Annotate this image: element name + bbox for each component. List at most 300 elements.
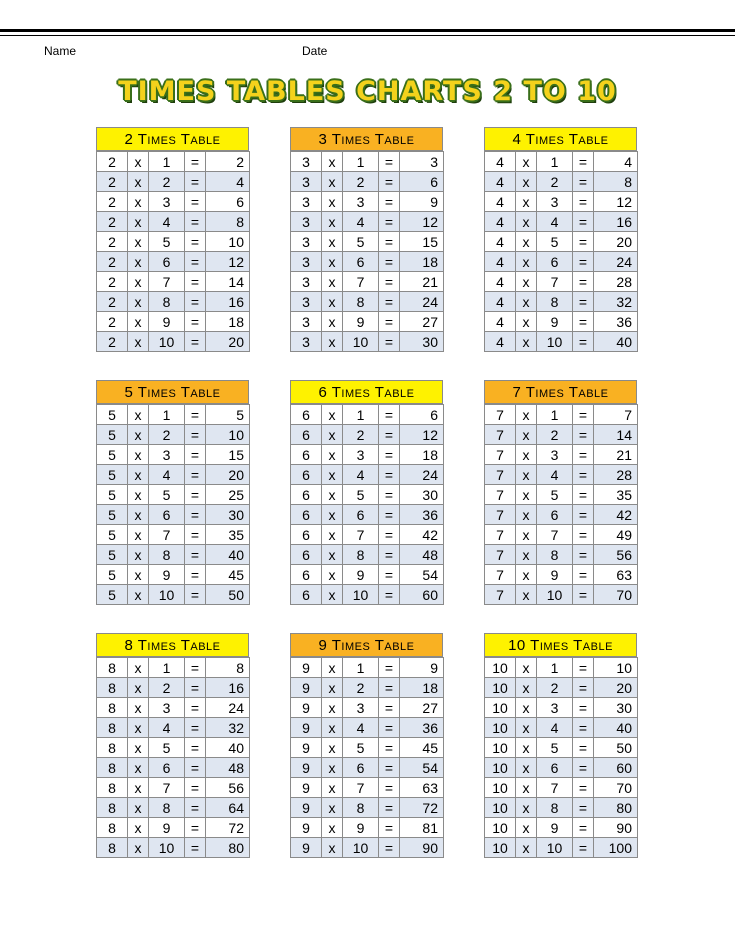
table-row: [97, 758, 250, 778]
product-cell: 80: [594, 798, 638, 818]
multiplicand-cell: 7: [485, 485, 516, 505]
product-cell: 45: [206, 565, 250, 585]
equals-sign-cell: =: [379, 758, 400, 778]
times-sign-cell: x: [516, 152, 537, 172]
multiplier-cell: 3: [149, 698, 185, 718]
table-row: [291, 292, 444, 312]
product-cell: 15: [400, 232, 444, 252]
multiplier-cell: 8: [343, 292, 379, 312]
multiplicand-cell: 2: [97, 232, 128, 252]
times-sign-cell: x: [322, 658, 343, 678]
times-sign-cell: x: [128, 332, 149, 352]
times-sign-cell: x: [322, 425, 343, 445]
equals-sign-cell: =: [379, 152, 400, 172]
equals-sign-cell: =: [573, 485, 594, 505]
equals-sign-cell: =: [573, 798, 594, 818]
times-sign-cell: x: [128, 312, 149, 332]
product-cell: 40: [594, 332, 638, 352]
multiplicand-cell: 7: [485, 565, 516, 585]
times-sign-cell: x: [322, 838, 343, 858]
multiplier-cell: 6: [149, 758, 185, 778]
product-cell: 63: [594, 565, 638, 585]
multiplicand-cell: 3: [291, 232, 322, 252]
multiplicand-cell: 9: [291, 838, 322, 858]
times-sign-cell: x: [516, 425, 537, 445]
times-table-10: [484, 633, 637, 858]
product-cell: 12: [400, 212, 444, 232]
equals-sign-cell: =: [185, 525, 206, 545]
product-cell: 20: [594, 678, 638, 698]
times-table-body: [290, 657, 444, 858]
times-sign-cell: x: [128, 252, 149, 272]
product-cell: 20: [206, 465, 250, 485]
multiplier-cell: 10: [149, 332, 185, 352]
times-sign-cell: x: [322, 738, 343, 758]
equals-sign-cell: =: [185, 445, 206, 465]
equals-sign-cell: =: [185, 272, 206, 292]
table-row: [485, 585, 638, 605]
table-row: [97, 212, 250, 232]
multiplicand-cell: 2: [97, 292, 128, 312]
multiplicand-cell: 8: [97, 818, 128, 838]
times-sign-cell: x: [128, 485, 149, 505]
product-cell: 15: [206, 445, 250, 465]
product-cell: 18: [400, 252, 444, 272]
equals-sign-cell: =: [379, 798, 400, 818]
equals-sign-cell: =: [379, 212, 400, 232]
equals-sign-cell: =: [573, 678, 594, 698]
table-row: [485, 485, 638, 505]
multiplicand-cell: 6: [291, 465, 322, 485]
product-cell: 28: [594, 272, 638, 292]
product-cell: 54: [400, 565, 444, 585]
table-row: [485, 445, 638, 465]
multiplier-cell: 1: [537, 405, 573, 425]
product-cell: 5: [206, 405, 250, 425]
multiplier-cell: 7: [149, 272, 185, 292]
multiplier-cell: 10: [149, 585, 185, 605]
multiplier-cell: 3: [343, 192, 379, 212]
multiplier-cell: 2: [343, 172, 379, 192]
equals-sign-cell: =: [379, 525, 400, 545]
equals-sign-cell: =: [185, 698, 206, 718]
multiplicand-cell: 5: [97, 405, 128, 425]
multiplicand-cell: 7: [485, 505, 516, 525]
product-cell: 18: [206, 312, 250, 332]
times-sign-cell: x: [516, 585, 537, 605]
multiplier-cell: 10: [537, 838, 573, 858]
equals-sign-cell: =: [379, 485, 400, 505]
equals-sign-cell: =: [185, 585, 206, 605]
table-row: [485, 698, 638, 718]
times-sign-cell: x: [516, 272, 537, 292]
multiplicand-cell: 3: [291, 272, 322, 292]
times-sign-cell: x: [516, 718, 537, 738]
multiplicand-cell: 9: [291, 698, 322, 718]
times-table-heading: 4 Times Table: [484, 127, 637, 151]
product-cell: 100: [594, 838, 638, 858]
multiplier-cell: 10: [343, 332, 379, 352]
product-cell: 8: [206, 658, 250, 678]
table-row: [485, 525, 638, 545]
table-row: [97, 838, 250, 858]
multiplier-cell: 4: [149, 212, 185, 232]
product-cell: 42: [400, 525, 444, 545]
equals-sign-cell: =: [185, 232, 206, 252]
multiplier-cell: 1: [343, 658, 379, 678]
equals-sign-cell: =: [573, 738, 594, 758]
times-sign-cell: x: [516, 332, 537, 352]
equals-sign-cell: =: [185, 738, 206, 758]
times-table-body: [96, 151, 250, 352]
multiplicand-cell: 3: [291, 152, 322, 172]
multiplicand-cell: 3: [291, 192, 322, 212]
product-cell: 4: [594, 152, 638, 172]
multiplicand-cell: 10: [485, 678, 516, 698]
equals-sign-cell: =: [379, 718, 400, 738]
equals-sign-cell: =: [379, 838, 400, 858]
product-cell: 48: [400, 545, 444, 565]
multiplier-cell: 9: [343, 565, 379, 585]
times-sign-cell: x: [322, 232, 343, 252]
times-sign-cell: x: [322, 545, 343, 565]
product-cell: 24: [400, 465, 444, 485]
table-row: [485, 405, 638, 425]
table-row: [485, 505, 638, 525]
equals-sign-cell: =: [573, 465, 594, 485]
equals-sign-cell: =: [573, 312, 594, 332]
table-row: [97, 798, 250, 818]
multiplicand-cell: 10: [485, 838, 516, 858]
times-sign-cell: x: [516, 505, 537, 525]
multiplicand-cell: 5: [97, 485, 128, 505]
product-cell: 20: [594, 232, 638, 252]
table-row: [97, 272, 250, 292]
table-row: [291, 678, 444, 698]
table-row: [485, 778, 638, 798]
multiplicand-cell: 6: [291, 445, 322, 465]
times-sign-cell: x: [322, 272, 343, 292]
times-table-9: [290, 633, 443, 858]
product-cell: 72: [400, 798, 444, 818]
table-row: [291, 505, 444, 525]
product-cell: 9: [400, 192, 444, 212]
equals-sign-cell: =: [185, 818, 206, 838]
table-row: [485, 658, 638, 678]
equals-sign-cell: =: [573, 172, 594, 192]
product-cell: 16: [206, 678, 250, 698]
multiplier-cell: 1: [149, 658, 185, 678]
table-row: [97, 445, 250, 465]
times-sign-cell: x: [516, 525, 537, 545]
multiplier-cell: 9: [537, 312, 573, 332]
multiplicand-cell: 10: [485, 698, 516, 718]
equals-sign-cell: =: [573, 252, 594, 272]
multiplicand-cell: 6: [291, 545, 322, 565]
times-sign-cell: x: [128, 192, 149, 212]
equals-sign-cell: =: [379, 545, 400, 565]
equals-sign-cell: =: [573, 818, 594, 838]
table-row: [485, 292, 638, 312]
multiplicand-cell: 2: [97, 152, 128, 172]
equals-sign-cell: =: [573, 545, 594, 565]
multiplier-cell: 5: [149, 232, 185, 252]
equals-sign-cell: =: [185, 252, 206, 272]
table-row: [485, 718, 638, 738]
times-sign-cell: x: [322, 312, 343, 332]
table-row: [485, 312, 638, 332]
equals-sign-cell: =: [573, 565, 594, 585]
table-row: [97, 425, 250, 445]
equals-sign-cell: =: [185, 658, 206, 678]
times-sign-cell: x: [128, 758, 149, 778]
product-cell: 90: [400, 838, 444, 858]
table-row: [97, 585, 250, 605]
multiplicand-cell: 6: [291, 585, 322, 605]
multiplier-cell: 8: [343, 798, 379, 818]
multiplier-cell: 6: [343, 252, 379, 272]
product-cell: 80: [206, 838, 250, 858]
times-table-6: [290, 380, 443, 605]
times-sign-cell: x: [322, 332, 343, 352]
multiplicand-cell: 3: [291, 172, 322, 192]
multiplier-cell: 2: [149, 678, 185, 698]
times-sign-cell: x: [322, 698, 343, 718]
multiplier-cell: 2: [149, 172, 185, 192]
multiplier-cell: 8: [537, 292, 573, 312]
multiplier-cell: 1: [149, 405, 185, 425]
times-sign-cell: x: [128, 525, 149, 545]
multiplicand-cell: 4: [485, 232, 516, 252]
multiplier-cell: 6: [343, 758, 379, 778]
multiplicand-cell: 4: [485, 272, 516, 292]
multiplicand-cell: 9: [291, 778, 322, 798]
product-cell: 56: [206, 778, 250, 798]
multiplicand-cell: 5: [97, 525, 128, 545]
multiplicand-cell: 8: [97, 738, 128, 758]
multiplier-cell: 5: [537, 738, 573, 758]
table-row: [97, 658, 250, 678]
equals-sign-cell: =: [379, 658, 400, 678]
multiplicand-cell: 3: [291, 312, 322, 332]
table-row: [291, 152, 444, 172]
multiplicand-cell: 7: [485, 425, 516, 445]
multiplicand-cell: 7: [485, 525, 516, 545]
multiplier-cell: 2: [343, 678, 379, 698]
times-sign-cell: x: [322, 292, 343, 312]
times-sign-cell: x: [322, 525, 343, 545]
multiplier-cell: 8: [149, 545, 185, 565]
table-row: [291, 565, 444, 585]
multiplicand-cell: 3: [291, 212, 322, 232]
multiplier-cell: 1: [343, 152, 379, 172]
times-sign-cell: x: [516, 658, 537, 678]
multiplicand-cell: 5: [97, 445, 128, 465]
equals-sign-cell: =: [379, 425, 400, 445]
table-row: [291, 425, 444, 445]
times-sign-cell: x: [516, 405, 537, 425]
table-row: [291, 698, 444, 718]
table-row: [485, 172, 638, 192]
times-sign-cell: x: [128, 425, 149, 445]
times-sign-cell: x: [516, 818, 537, 838]
multiplicand-cell: 2: [97, 212, 128, 232]
product-cell: 56: [594, 545, 638, 565]
table-row: [291, 778, 444, 798]
product-cell: 27: [400, 698, 444, 718]
multiplicand-cell: 9: [291, 798, 322, 818]
multiplicand-cell: 4: [485, 312, 516, 332]
multiplier-cell: 8: [343, 545, 379, 565]
product-cell: 30: [594, 698, 638, 718]
table-row: [485, 465, 638, 485]
times-table-body: [484, 657, 638, 858]
multiplicand-cell: 10: [485, 738, 516, 758]
multiplicand-cell: 4: [485, 332, 516, 352]
table-row: [97, 405, 250, 425]
product-cell: 32: [206, 718, 250, 738]
multiplicand-cell: 4: [485, 172, 516, 192]
multiplier-cell: 2: [149, 425, 185, 445]
times-sign-cell: x: [516, 838, 537, 858]
multiplier-cell: 1: [343, 405, 379, 425]
times-sign-cell: x: [322, 818, 343, 838]
multiplier-cell: 9: [537, 818, 573, 838]
product-cell: 42: [594, 505, 638, 525]
times-sign-cell: x: [322, 405, 343, 425]
table-row: [485, 798, 638, 818]
multiplier-cell: 9: [149, 565, 185, 585]
multiplier-cell: 4: [149, 465, 185, 485]
equals-sign-cell: =: [573, 838, 594, 858]
multiplier-cell: 2: [537, 172, 573, 192]
times-table-body: [96, 657, 250, 858]
multiplicand-cell: 8: [97, 718, 128, 738]
multiplicand-cell: 10: [485, 718, 516, 738]
multiplier-cell: 8: [537, 798, 573, 818]
table-row: [97, 698, 250, 718]
multiplier-cell: 7: [343, 525, 379, 545]
multiplier-cell: 4: [343, 212, 379, 232]
product-cell: 12: [206, 252, 250, 272]
times-sign-cell: x: [128, 658, 149, 678]
table-row: [291, 758, 444, 778]
multiplier-cell: 6: [343, 505, 379, 525]
multiplicand-cell: 10: [485, 798, 516, 818]
times-sign-cell: x: [322, 758, 343, 778]
table-row: [97, 252, 250, 272]
times-sign-cell: x: [516, 445, 537, 465]
times-table-body: [290, 404, 444, 605]
multiplicand-cell: 5: [97, 585, 128, 605]
equals-sign-cell: =: [185, 798, 206, 818]
times-sign-cell: x: [322, 678, 343, 698]
multiplicand-cell: 2: [97, 192, 128, 212]
multiplicand-cell: 4: [485, 292, 516, 312]
times-sign-cell: x: [128, 172, 149, 192]
product-cell: 32: [594, 292, 638, 312]
product-cell: 10: [594, 658, 638, 678]
multiplicand-cell: 7: [485, 465, 516, 485]
times-sign-cell: x: [128, 778, 149, 798]
table-row: [291, 172, 444, 192]
product-cell: 28: [594, 465, 638, 485]
multiplicand-cell: 8: [97, 658, 128, 678]
table-row: [485, 212, 638, 232]
times-sign-cell: x: [516, 312, 537, 332]
product-cell: 36: [400, 505, 444, 525]
product-cell: 21: [400, 272, 444, 292]
times-table-5: [96, 380, 249, 605]
times-sign-cell: x: [128, 698, 149, 718]
multiplier-cell: 5: [537, 485, 573, 505]
table-row: [97, 312, 250, 332]
table-row: [485, 152, 638, 172]
product-cell: 7: [594, 405, 638, 425]
table-row: [485, 252, 638, 272]
multiplier-cell: 6: [149, 252, 185, 272]
multiplicand-cell: 4: [485, 252, 516, 272]
multiplicand-cell: 8: [97, 758, 128, 778]
multiplicand-cell: 3: [291, 252, 322, 272]
multiplier-cell: 10: [537, 332, 573, 352]
multiplier-cell: 1: [537, 658, 573, 678]
multiplier-cell: 6: [149, 505, 185, 525]
equals-sign-cell: =: [379, 332, 400, 352]
times-sign-cell: x: [322, 152, 343, 172]
times-sign-cell: x: [516, 565, 537, 585]
product-cell: 64: [206, 798, 250, 818]
table-row: [291, 525, 444, 545]
table-row: [485, 738, 638, 758]
multiplicand-cell: 5: [97, 425, 128, 445]
times-sign-cell: x: [128, 232, 149, 252]
table-row: [97, 545, 250, 565]
table-row: [485, 565, 638, 585]
multiplier-cell: 6: [537, 252, 573, 272]
table-row: [485, 425, 638, 445]
times-sign-cell: x: [322, 798, 343, 818]
product-cell: 4: [206, 172, 250, 192]
table-row: [485, 332, 638, 352]
table-row: [97, 172, 250, 192]
times-table-heading: 5 Times Table: [96, 380, 249, 404]
times-table-body: [96, 404, 250, 605]
multiplier-cell: 10: [343, 838, 379, 858]
equals-sign-cell: =: [185, 172, 206, 192]
multiplicand-cell: 3: [291, 332, 322, 352]
times-sign-cell: x: [322, 718, 343, 738]
times-sign-cell: x: [128, 405, 149, 425]
product-cell: 24: [594, 252, 638, 272]
date-label: Date: [302, 44, 328, 58]
product-cell: 24: [400, 292, 444, 312]
multiplier-cell: 1: [537, 152, 573, 172]
equals-sign-cell: =: [185, 312, 206, 332]
multiplier-cell: 4: [537, 465, 573, 485]
times-sign-cell: x: [128, 212, 149, 232]
table-row: [97, 525, 250, 545]
multiplier-cell: 2: [343, 425, 379, 445]
times-sign-cell: x: [322, 212, 343, 232]
times-sign-cell: x: [516, 678, 537, 698]
product-cell: 40: [206, 738, 250, 758]
multiplier-cell: 5: [149, 485, 185, 505]
table-row: [485, 232, 638, 252]
times-sign-cell: x: [128, 565, 149, 585]
multiplier-cell: 1: [149, 152, 185, 172]
table-row: [291, 718, 444, 738]
